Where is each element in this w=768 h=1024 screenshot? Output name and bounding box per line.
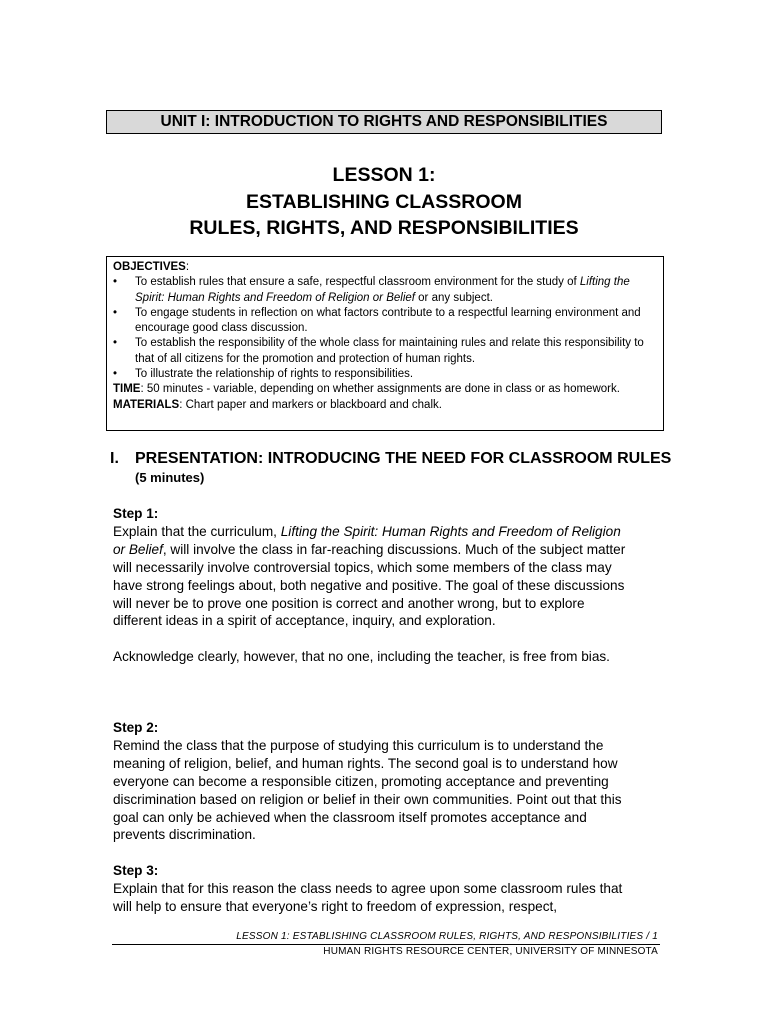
step-heading: Step 2: (113, 720, 159, 735)
step-heading: Step 3: (113, 863, 159, 878)
paragraph-text: , will involve the class in far-reaching discussions. Much of the subject matter will necessarily involve controversial topics, which some members of the class may have strong feelings about, both negative and positive. The goal of these discussions will never be to prove one position is correct and another wrong, but to explore different ideas in a spirit of acceptance, inquiry, and exploration. (113, 541, 626, 629)
step-paragraph: Remind the class that the purpose of studying this curriculum is to understand the meaning of religion, belief, and human rights. The second goal is to understand how everyone can become a responsible citizen, promoting acceptance and preventing discrimination based on religion or belief in their own communities. Point out that this goal can only be achieved when the classroom itself promotes acceptance and prevents discrimination. (113, 737, 622, 843)
time-line (113, 382, 657, 397)
objectives-heading (113, 260, 657, 275)
unit-title-banner: UNIT I: INTRODUCTION TO RIGHTS AND RESPONSIBILITIES (106, 110, 662, 134)
materials-label: MATERIALS (113, 398, 180, 411)
curriculum-title: Lifting the Spirit: Human Rights and Freedom of Religion or Belief (135, 276, 630, 304)
section-heading (110, 450, 750, 468)
section-title: PRESENTATION: INTRODUCING THE NEED FOR CLASSROOM RULES (135, 450, 672, 467)
paragraph-text: Explain that the curriculum, (113, 523, 281, 539)
time-text: : 50 minutes - variable, depending on whether assignments are done in class or as homework. (140, 383, 620, 396)
step-paragraph: Acknowledge clearly, however, that no one, including the teacher, is free from bias. (113, 649, 610, 665)
objective-item (113, 275, 657, 306)
objective-item: • To engage students in reflection on what factors contribute to a respectful learning environment and encourage good class discussion. (113, 306, 657, 337)
objectives-list (113, 275, 657, 382)
lesson-title-line-3: RULES, RIGHTS, AND RESPONSIBILITIES (189, 217, 579, 239)
footer-divider (112, 944, 660, 945)
time-label: TIME (113, 383, 141, 396)
materials-line (113, 398, 657, 413)
objective-item: • To illustrate the relationship of rights to responsibilities. (113, 367, 657, 382)
materials-text: : Chart paper and markers or blackboard and chalk. (179, 398, 442, 411)
step-1-block (113, 505, 633, 666)
step-paragraph: Explain that for this reason the class needs to agree upon some classroom rules that will help to ensure that everyone’s right to freedom of expression, respect, (113, 880, 623, 914)
footer-publisher: HUMAN RIGHTS RESOURCE CENTER, UNIVERSITY OF MINNESOTA (323, 946, 658, 957)
section-number: I. (110, 450, 119, 467)
footer-lesson-title: LESSON 1: ESTABLISHING CLASSROOM RULES, RIGHTS, AND RESPONSIBILITIES / 1 (236, 931, 658, 942)
step-heading: Step 1: (113, 506, 159, 521)
objectives-label: OBJECTIVES (113, 261, 186, 273)
lesson-title-line-1: LESSON 1: (332, 164, 436, 186)
objective-text: or any subject. (414, 291, 493, 304)
step-2-block (113, 719, 633, 844)
step-paragraph (113, 523, 633, 630)
objectives-label-colon: : (185, 261, 190, 273)
lesson-title-line-2: ESTABLISHING CLASSROOM (246, 190, 522, 213)
section-duration: (5 minutes) (135, 470, 205, 485)
objectives-box (106, 256, 664, 431)
lesson-title (106, 162, 662, 242)
objective-text: To establish rules that ensure a safe, respectful classroom environment for the study of (135, 276, 580, 289)
objective-item: • To establish the responsibility of the whole class for maintaining rules and relate this responsibility to that of all citizens for the promotion and protection of human rights. (113, 336, 657, 367)
step-3-block (113, 862, 633, 916)
curriculum-title: Lifting the Spirit: Human Rights and Freedom of Religion or Belief (113, 523, 621, 557)
